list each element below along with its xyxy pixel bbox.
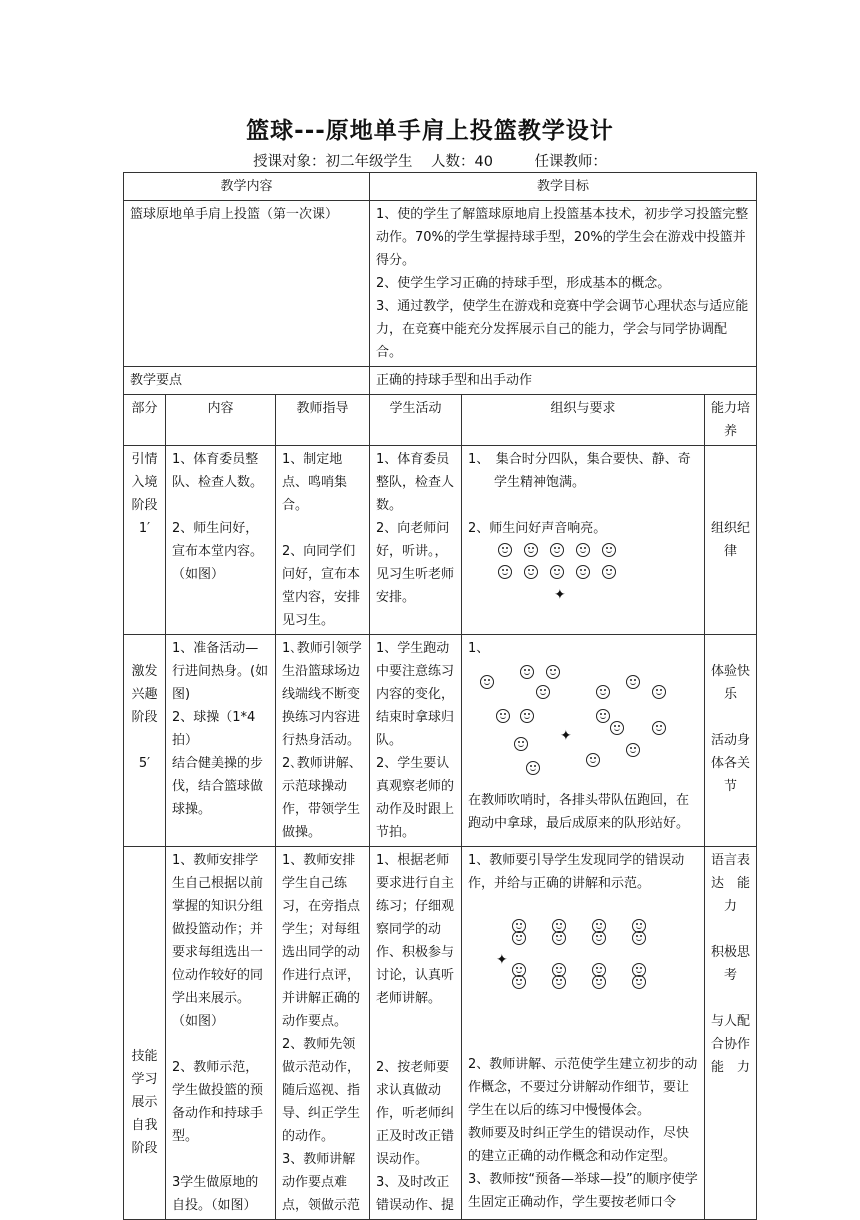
org-item: 1、教师要引导学生发现同学的错误动作，并给与正确的讲解和示范。 <box>468 853 685 891</box>
content-item: 1、准备活动—行进间热身。(如图) <box>172 641 269 702</box>
student-cell <box>370 446 462 635</box>
part-time: 5′ <box>138 756 151 771</box>
student-face-icon <box>496 709 510 723</box>
student-item: 1、学生跑动中要注意练习内容的变化，结束时拿球归队。 <box>376 641 455 748</box>
document-title: 篮球---原地单手肩上投篮教学设计 <box>246 118 614 144</box>
student-face-icon <box>592 931 606 945</box>
org-item: 2、教师讲解、示范使学生建立初步的动作概念，不要过分讲解动作细节，要让学生在以后的练习中慢慢体会。 <box>468 1057 698 1118</box>
student-face-icon <box>550 543 564 557</box>
student-item: 1、体育委员整队，检查人数。 <box>376 452 455 513</box>
teacher-cell <box>276 446 370 635</box>
lesson-table <box>123 172 757 1220</box>
col-header-part: 部分 <box>124 395 166 446</box>
col-header-student: 学生活动 <box>370 395 462 446</box>
teacher-cell <box>276 847 370 1220</box>
student-face-icon <box>576 565 590 579</box>
goal-item: 2、使学生学习正确的持球手型，形成基本的概念。 <box>376 276 671 291</box>
student-face-icon <box>602 543 616 557</box>
student-face-icon <box>512 975 526 989</box>
org-item: 1、 <box>468 641 490 656</box>
student-face-icon <box>610 721 624 735</box>
table-row <box>124 635 757 847</box>
student-face-icon <box>524 565 538 579</box>
student-face-icon <box>632 975 646 989</box>
org-item: 2、师生问好声音响亮。 <box>468 521 607 536</box>
student-cell <box>370 847 462 1220</box>
ability-text: 组织纪律 <box>711 521 751 559</box>
student-face-icon <box>524 543 538 557</box>
part-text: 自我 <box>131 1118 158 1133</box>
student-item: 1、根据老师要求进行自主练习；仔细观察同学的动作、积极参与讨论，认真听老师讲解。 <box>376 853 455 1006</box>
org-item: 3、教师按“预备—举球—投”的顺序使学生固定正确动作，学生要按老师口令 <box>468 1172 698 1210</box>
org-cell <box>462 847 705 1220</box>
student-face-icon <box>480 675 494 689</box>
content-item: 1、体育委员整队、检查人数。 <box>172 452 264 490</box>
document-subtitle <box>0 150 860 171</box>
student-face-icon <box>626 675 640 689</box>
student-face-icon <box>626 743 640 757</box>
org-item: 学生精神饱满。 <box>468 475 586 490</box>
part-cell <box>124 446 166 635</box>
student-item: 2、按老师要求认真做动作，听老师纠正及时改正错误动作。 <box>376 1060 455 1167</box>
student-item: 3、及时改正错误动作、提 <box>376 1175 455 1213</box>
teacher-item: 2、向同学们问好，宣布本堂内容，安排见习生。 <box>282 544 361 628</box>
col-header-content: 内容 <box>166 395 276 446</box>
student-face-icon <box>596 685 610 699</box>
teacher-star-icon: ✦ <box>496 952 508 968</box>
teacher-star-icon: ✦ <box>554 587 566 603</box>
part-cell <box>124 635 166 847</box>
ability-cell <box>705 847 757 1220</box>
part-text: 阶段 <box>131 498 158 513</box>
table-row <box>124 201 757 367</box>
teacher-text: 任课教师： <box>534 154 607 170</box>
lesson-content-cell: 篮球原地单手肩上投篮（第一次课） <box>124 201 370 367</box>
student-face-icon <box>526 761 540 775</box>
org-cell <box>462 446 705 635</box>
table-row <box>124 847 757 1220</box>
part-text: 兴趣 <box>131 687 158 702</box>
goal-header: 教学目标 <box>370 173 757 201</box>
teacher-item: 1、教师安排学生自己练习，在旁指点学生；对每组选出同学的动作进行点评，并讲解正确的动作要点。 <box>282 853 361 1029</box>
org-item: 在教师吹哨时，各排头带队伍跑回，在跑动中拿球，最后成原来的队形站好。 <box>468 793 690 831</box>
part-text: 激发 <box>131 664 158 679</box>
student-face-icon <box>520 709 534 723</box>
count-text: 人数：40 <box>431 154 493 170</box>
student-face-icon <box>652 721 666 735</box>
student-face-icon <box>552 975 566 989</box>
content-cell <box>166 446 276 635</box>
teacher-item: 2､教师讲解、示范球操动作，带领学生做操。 <box>282 756 362 840</box>
content-cell <box>166 635 276 847</box>
student-face-icon <box>652 685 666 699</box>
student-item: 2、学生要认真观察老师的动作及时跟上节拍。 <box>376 756 455 840</box>
ability-text: 语言表达 能力 <box>711 853 751 914</box>
teacher-item: 1、制定地点、鸣哨集合。 <box>282 452 348 513</box>
student-face-icon <box>536 685 550 699</box>
teacher-item: 2、教师先领做示范动作，随后巡视、指导、纠正学生的动作。 <box>282 1037 361 1144</box>
part-text: 入境 <box>131 475 158 490</box>
teacher-star-icon: ✦ <box>560 728 572 744</box>
lesson-goals-cell <box>370 201 757 367</box>
table-row <box>124 367 757 395</box>
table-row <box>124 173 757 201</box>
student-item: 2、向老师问好，听讲。，见习生听老师安排。 <box>376 521 455 605</box>
content-item: 3学生做原地的自投。（如图） <box>172 1175 259 1213</box>
ability-text: 体验快乐 <box>711 664 751 702</box>
content-item: 2、球操（1*4拍） <box>172 710 256 748</box>
student-face-icon <box>498 565 512 579</box>
col-header-ability: 能力培养 <box>705 395 757 446</box>
teacher-cell <box>276 635 370 847</box>
content-item: 结合健美操的步伐，结合篮球做球操。 <box>172 756 264 817</box>
goal-item: 3、通过教学，使学生在游戏和竞赛中学会调节心理状态与适应能力，在竞赛中能充分发挥展示自己的能力，学会与同学协调配合。 <box>376 299 749 360</box>
teacher-item: 1､教师引领学生沿篮球场边线端线不断变换练习内容进行热身活动。 <box>282 641 362 748</box>
part-text: 引情 <box>131 452 158 467</box>
table-row <box>124 446 757 635</box>
col-header-teacher: 教师指导 <box>276 395 370 446</box>
teacher-item: 3、教师讲解动作要点难点，领做示范 <box>282 1152 361 1213</box>
table-row <box>124 395 757 446</box>
org-cell <box>462 635 705 847</box>
ability-text: 与人配合协作能 力 <box>711 1014 751 1075</box>
goal-item: 1、使的学生了解篮球原地肩上投篮基本技术，初步学习投篮完整动作。70%的学生掌握持球手型，20%的学生会在游戏中投篮并得分。 <box>376 207 749 268</box>
student-face-icon <box>586 753 600 767</box>
student-face-icon <box>602 565 616 579</box>
content-cell <box>166 847 276 1220</box>
target-text: 授课对象：初二年级学生 <box>253 154 413 170</box>
content-item: 1、教师安排学生自己根据以前掌握的知识分组做投篮动作；并要求每组选出一位动作较好的同学出来展示。（如图） <box>172 853 264 1029</box>
part-text: 阶段 <box>131 710 158 725</box>
ability-text: 活动身体各关节 <box>711 733 751 794</box>
ability-text: 积极思考 <box>711 945 751 983</box>
content-item: 2、教师示范，学生做投篮的预备动作和持球手型。 <box>172 1060 264 1144</box>
student-face-icon <box>576 543 590 557</box>
student-face-icon <box>514 737 528 751</box>
student-cell <box>370 635 462 847</box>
content-header: 教学内容 <box>124 173 370 201</box>
part-text: 展示 <box>131 1095 158 1110</box>
org-item: 教师要及时纠正学生的错误动作，尽快的建立正确的动作概念和动作定型。 <box>468 1126 690 1164</box>
student-face-icon <box>512 931 526 945</box>
part-cell <box>124 847 166 1220</box>
student-face-icon <box>520 665 534 679</box>
part-time: 1′ <box>138 521 151 536</box>
key-value-cell: 正确的持球手型和出手动作 <box>370 367 757 395</box>
part-text: 学习 <box>131 1072 158 1087</box>
student-face-icon <box>550 565 564 579</box>
student-face-icon <box>596 709 610 723</box>
student-face-icon <box>546 665 560 679</box>
student-face-icon <box>552 931 566 945</box>
student-face-icon <box>498 543 512 557</box>
part-text: 阶段 <box>131 1141 158 1156</box>
part-text: 技能 <box>131 1049 158 1064</box>
col-header-org: 组织与要求 <box>462 395 705 446</box>
student-face-icon <box>592 975 606 989</box>
key-label-cell: 教学要点 <box>124 367 370 395</box>
ability-cell <box>705 446 757 635</box>
content-item: 2、师生问好，宣布本堂内容。（如图） <box>172 521 264 582</box>
org-item: 1、 集合时分四队，集合要快、静、奇 <box>468 452 691 467</box>
ability-cell <box>705 635 757 847</box>
student-face-icon <box>632 931 646 945</box>
